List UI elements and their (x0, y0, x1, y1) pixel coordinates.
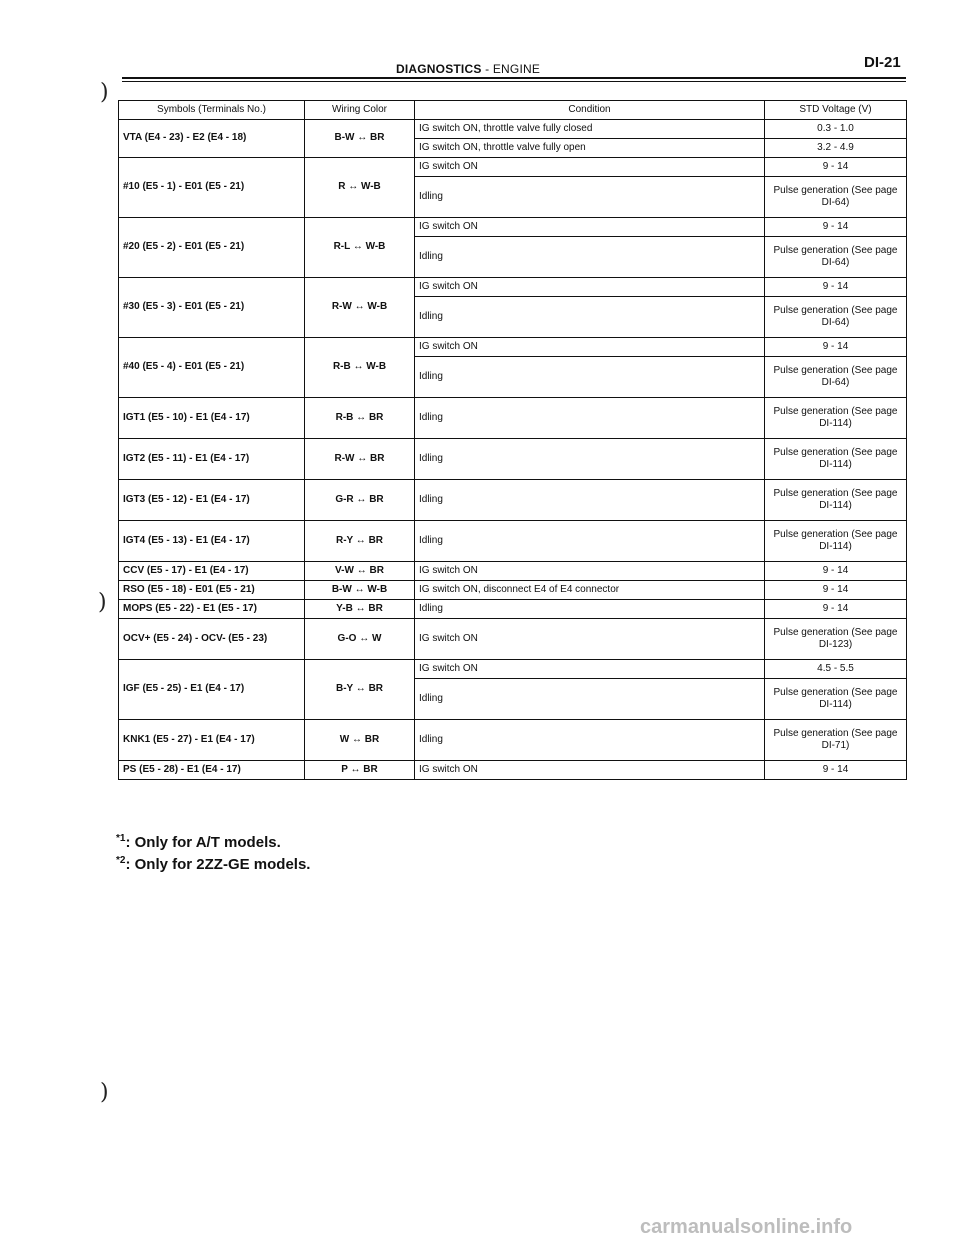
table-header-row (119, 101, 907, 120)
wiring-cell: R-B ↔ W-B (305, 338, 415, 398)
voltage-cell: 9 - 14 (765, 158, 907, 177)
wiring-cell: R ↔ W-B (305, 158, 415, 218)
voltage-cell: 0.3 - 1.0 (765, 120, 907, 139)
table-row (119, 619, 907, 660)
condition-cell: Idling (415, 177, 765, 218)
condition-cell: Idling (415, 439, 765, 480)
watermark: carmanualsonline.info (640, 1216, 853, 1238)
symbol-cell: VTA (E4 - 23) - E2 (E4 - 18) (119, 120, 305, 158)
section-separator: - (485, 62, 490, 76)
table-row (119, 521, 907, 562)
symbol-cell: #20 (E5 - 2) - E01 (E5 - 21) (119, 218, 305, 278)
condition-cell: IG switch ON (415, 278, 765, 297)
section-header (396, 62, 540, 76)
condition-cell: IG switch ON, throttle valve fully open (415, 139, 765, 158)
voltage-cell: Pulse generation (See page DI-64) (765, 297, 907, 338)
symbol-cell: CCV (E5 - 17) - E1 (E4 - 17) (119, 562, 305, 581)
table-row (119, 218, 907, 237)
header-rule (122, 81, 906, 82)
table-row (119, 480, 907, 521)
voltage-cell: Pulse generation (See page DI-114) (765, 679, 907, 720)
condition-cell: Idling (415, 357, 765, 398)
wiring-cell: P ↔ BR (305, 761, 415, 780)
wiring-cell: R-L ↔ W-B (305, 218, 415, 278)
voltage-cell: Pulse generation (See page DI-64) (765, 237, 907, 278)
symbol-cell: OCV+ (E5 - 24) - OCV- (E5 - 23) (119, 619, 305, 660)
condition-cell: IG switch ON (415, 218, 765, 237)
wiring-cell: B-Y ↔ BR (305, 660, 415, 720)
condition-cell: IG switch ON, throttle valve fully closed (415, 120, 765, 139)
condition-cell: Idling (415, 600, 765, 619)
condition-cell: IG switch ON (415, 338, 765, 357)
wiring-cell: W ↔ BR (305, 720, 415, 761)
wiring-cell: G-R ↔ BR (305, 480, 415, 521)
voltage-cell: 9 - 14 (765, 761, 907, 780)
condition-cell: IG switch ON (415, 619, 765, 660)
footnote-mark: *1 (116, 833, 126, 844)
table-row (119, 158, 907, 177)
symbol-cell: IGT3 (E5 - 12) - E1 (E4 - 17) (119, 480, 305, 521)
footnote-text: : Only for 2ZZ-GE models. (125, 856, 311, 873)
condition-cell: IG switch ON (415, 761, 765, 780)
table-row (119, 338, 907, 357)
page-number: DI-21 (864, 54, 901, 71)
symbol-cell: IGT4 (E5 - 13) - E1 (E4 - 17) (119, 521, 305, 562)
voltage-cell: 9 - 14 (765, 218, 907, 237)
voltage-cell: 4.5 - 5.5 (765, 660, 907, 679)
condition-cell: IG switch ON (415, 158, 765, 177)
voltage-cell: Pulse generation (See page DI-114) (765, 439, 907, 480)
voltage-cell: 9 - 14 (765, 600, 907, 619)
wiring-cell: V-W ↔ BR (305, 562, 415, 581)
wiring-cell: R-Y ↔ BR (305, 521, 415, 562)
voltage-cell: 9 - 14 (765, 581, 907, 600)
voltage-cell: 9 - 14 (765, 562, 907, 581)
symbol-cell: #30 (E5 - 3) - E01 (E5 - 21) (119, 278, 305, 338)
voltage-cell: 3.2 - 4.9 (765, 139, 907, 158)
margin-mark: ) (98, 590, 107, 615)
column-header-voltage: STD Voltage (V) (765, 101, 907, 120)
condition-cell: IG switch ON (415, 562, 765, 581)
symbol-cell: #40 (E5 - 4) - E01 (E5 - 21) (119, 338, 305, 398)
symbol-cell: IGT1 (E5 - 10) - E1 (E4 - 17) (119, 398, 305, 439)
table-row (119, 278, 907, 297)
condition-cell: Idling (415, 398, 765, 439)
terminal-voltage-table (118, 100, 907, 780)
table-row (119, 120, 907, 139)
footnote-text: : Only for A/T models. (125, 834, 281, 851)
voltage-cell: Pulse generation (See page DI-114) (765, 480, 907, 521)
voltage-cell: Pulse generation (See page DI-64) (765, 177, 907, 218)
condition-cell: IG switch ON, disconnect E4 of E4 connector (415, 581, 765, 600)
header-rule (122, 77, 906, 79)
column-header-symbols: Symbols (Terminals No.) (119, 101, 305, 120)
voltage-cell: 9 - 14 (765, 338, 907, 357)
margin-mark: ) (100, 1080, 109, 1105)
condition-cell: Idling (415, 679, 765, 720)
column-header-condition: Condition (415, 101, 765, 120)
condition-cell: Idling (415, 720, 765, 761)
symbol-cell: KNK1 (E5 - 27) - E1 (E4 - 17) (119, 720, 305, 761)
table-row (119, 439, 907, 480)
wiring-cell: R-W ↔ W-B (305, 278, 415, 338)
section-title: DIAGNOSTICS (396, 62, 482, 76)
footnote-2 (116, 855, 310, 873)
table-row (119, 398, 907, 439)
subsection-title: ENGINE (492, 62, 541, 76)
wiring-cell: R-B ↔ BR (305, 398, 415, 439)
table-row (119, 761, 907, 780)
table-row (119, 660, 907, 679)
voltage-cell: Pulse generation (See page DI-114) (765, 398, 907, 439)
symbol-cell: RSO (E5 - 18) - E01 (E5 - 21) (119, 581, 305, 600)
symbol-cell: IGF (E5 - 25) - E1 (E4 - 17) (119, 660, 305, 720)
table-row (119, 600, 907, 619)
table-row (119, 562, 907, 581)
symbol-cell: PS (E5 - 28) - E1 (E4 - 17) (119, 761, 305, 780)
condition-cell: Idling (415, 480, 765, 521)
table-row (119, 720, 907, 761)
voltage-cell: Pulse generation (See page DI-114) (765, 521, 907, 562)
voltage-cell: 9 - 14 (765, 278, 907, 297)
voltage-cell: Pulse generation (See page DI-64) (765, 357, 907, 398)
footnote-mark: *2 (116, 855, 126, 866)
wiring-cell: R-W ↔ BR (305, 439, 415, 480)
condition-cell: Idling (415, 297, 765, 338)
wiring-cell: B-W ↔ BR (305, 120, 415, 158)
condition-cell: IG switch ON (415, 660, 765, 679)
voltage-cell: Pulse generation (See page DI-71) (765, 720, 907, 761)
symbol-cell: #10 (E5 - 1) - E01 (E5 - 21) (119, 158, 305, 218)
voltage-cell: Pulse generation (See page DI-123) (765, 619, 907, 660)
footnote-1 (116, 833, 281, 851)
table-row (119, 581, 907, 600)
column-header-wiring: Wiring Color (305, 101, 415, 120)
condition-cell: Idling (415, 237, 765, 278)
wiring-cell: G-O ↔ W (305, 619, 415, 660)
symbol-cell: IGT2 (E5 - 11) - E1 (E4 - 17) (119, 439, 305, 480)
condition-cell: Idling (415, 521, 765, 562)
wiring-cell: Y-B ↔ BR (305, 600, 415, 619)
margin-mark: ) (100, 80, 109, 105)
wiring-cell: B-W ↔ W-B (305, 581, 415, 600)
symbol-cell: MOPS (E5 - 22) - E1 (E5 - 17) (119, 600, 305, 619)
